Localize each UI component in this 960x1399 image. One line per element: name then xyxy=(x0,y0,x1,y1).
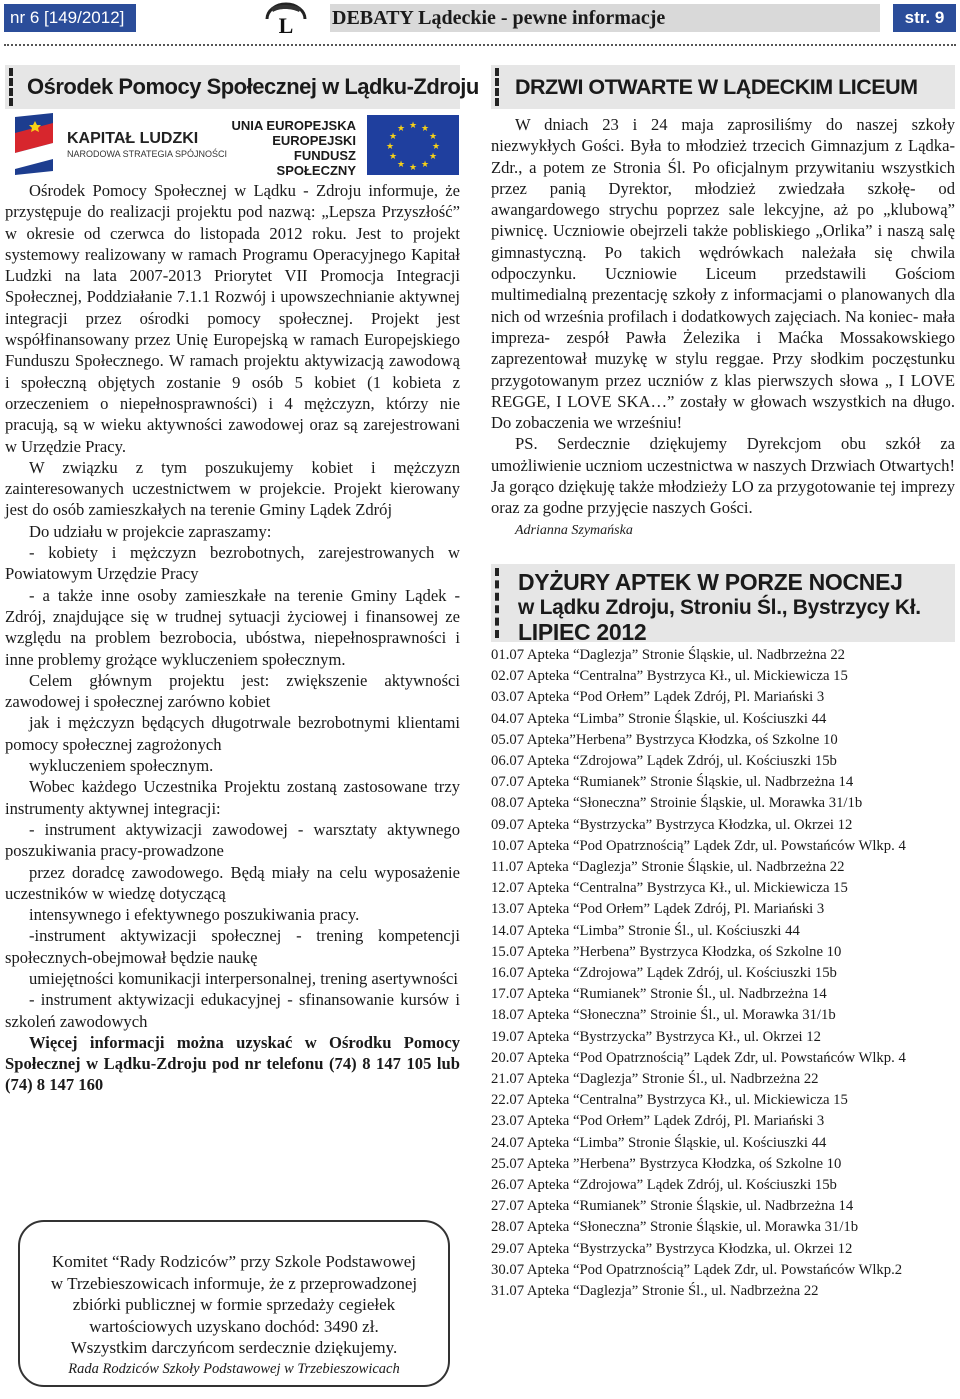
pharmacy-duty-item: 04.07 Apteka “Limba” Stronie Śląskie, ul. Kościuszki 44 xyxy=(491,710,827,727)
article-paragraph: Więcej informacji można uzyskać w Ośrodku Pomocy Społecznej w Lądku-Zdroju pod nr telefonu (74) 8 147 105 lub (74) 8 147 160 xyxy=(5,1032,460,1095)
article-paragraph: - instrument aktywizacji edukacyjnej - sfinansowanie kursów i szkoleń zawodowych xyxy=(5,990,460,1031)
article-paragraph: Wobec każdego Uczestnika Projektu zostaną zastosowane trzy instrumenty aktywnej integracji: xyxy=(5,777,460,818)
pharmacy-duty-item: 06.07 Apteka “Zdrojowa” Lądek Zdrój, ul. Kościuszki 15b xyxy=(491,752,837,769)
ue-label-line-3: FUNDUSZ SPOŁECZNY xyxy=(276,148,356,178)
svg-text:★: ★ xyxy=(420,124,430,134)
page-header xyxy=(0,0,960,38)
pharmacy-duty-item: 05.07 Apteka”Herbena” Bystrzyca Kłodzka, oś Szkolne 10 xyxy=(491,731,838,748)
svg-text:★: ★ xyxy=(408,163,418,173)
svg-text:★: ★ xyxy=(428,152,438,162)
svg-text:★: ★ xyxy=(388,132,398,142)
pharmacy-duty-item: 25.07 Apteka ”Herbena” Bystrzyca Kłodzka, oś Szkolne 10 xyxy=(491,1155,842,1172)
article-paragraph: jak i mężczyzn będących długotrwale bezrobotnymi klientami pomocy społecznej zagrożonych xyxy=(5,713,460,754)
pharmacy-duty-item: 18.07 Apteka “Słoneczna” Stroinie Śl., ul. Morawka 31/1b xyxy=(491,1007,836,1024)
notice-line: Komitet “Rady Rodziców” przy Szkole Podstawowej xyxy=(51,1252,416,1271)
pharmacy-duty-item: 11.07 Apteka “Daglezja” Stronie Śląskie, ul. Nadbrzeżna 22 xyxy=(491,858,845,875)
pharmacy-duty-item: 02.07 Apteka “Centralna” Bystrzyca Kł., ul. Mickiewicza 15 xyxy=(491,668,848,685)
svg-text:★: ★ xyxy=(408,121,418,131)
pharmacy-duty-item: 15.07 Apteka ”Herbena” Bystrzyca Kłodzka, oś Szkolne 10 xyxy=(491,943,842,960)
title-marker xyxy=(495,568,509,638)
notice-signature: Rada Rodziców Szkoły Podstawowej w Trzebieszowicach xyxy=(68,1360,400,1377)
pharmacy-duty-item: 26.07 Apteka “Zdrojowa” Lądek Zdrój, ul. Kościuszki 15b xyxy=(491,1177,837,1194)
svg-text:★: ★ xyxy=(431,142,441,152)
pharmacy-duty-item: 16.07 Apteka “Zdrojowa” Lądek Zdrój, ul. Kościuszki 15b xyxy=(491,964,837,981)
issue-number: nr 6 [149/2012] xyxy=(4,4,136,32)
newspaper-logo-icon xyxy=(263,2,309,36)
article-paragraph: - instrument aktywizacji zawodowej - warsztaty aktywnego poszukiwania pracy-prowadzone xyxy=(5,819,460,861)
pharmacy-duty-item: 13.07 Apteka “Pod Orłem” Lądek Zdrój, Pl. Mariański 3 xyxy=(491,901,825,918)
open-day-article-body xyxy=(491,114,955,541)
ue-label-line-1: UNIA EUROPEJSKA xyxy=(231,118,356,133)
newspaper-title xyxy=(330,4,880,32)
article-paragraph: PS. Serdecznie dziękujemy Dyrekcjom obu szkół za umożliwienie uczniom uczestnictwa w naszych Drzwiach Otwartych! Ja gorąco dziękuję także młodzieży LO za przygotowanie tej imprezy oraz za godne przyjęcie naszych Gości. xyxy=(491,434,955,518)
pharmacy-duty-item: 19.07 Apteka “Bystrzycka” Bystrzyca Kł., ul. Okrzei 12 xyxy=(491,1028,821,1045)
pharmacy-duty-item: 03.07 Apteka “Pod Orłem” Lądek Zdrój, Pl. Mariański 3 xyxy=(491,689,825,706)
kapital-ludzki-sublabel: NARODOWA STRATEGIA SPÓJNOŚCI xyxy=(67,149,228,159)
notice-line: Wszystkim darczyńcom serdecznie dziękujemy. xyxy=(70,1338,398,1357)
open-day-section-title xyxy=(491,65,955,109)
article-paragraph: -instrument aktywizacji społecznej - trening kompetencji społecznych-obejmował będzie naukę xyxy=(5,926,460,967)
parents-council-notice xyxy=(18,1220,450,1387)
pharmacy-duty-item: 01.07 Apteka “Daglezja” Stronie Śląskie, ul. Nadbrzeżna 22 xyxy=(491,646,846,663)
ops-article-body xyxy=(5,180,460,1096)
pharmacy-duty-item: 08.07 Apteka “Słoneczna” Stroinie Śląskie, ul. Morawka 31/1b xyxy=(491,795,863,812)
pharmacy-duty-item: 10.07 Apteka “Pod Opatrznością” Lądek Zdr, ul. Powstańców Wlkp. 4 xyxy=(491,837,906,854)
notice-line: w Trzebieszowicach informuje, że z przeprowadzonej xyxy=(50,1273,418,1293)
kapital-ludzki-logo-icon xyxy=(13,113,57,175)
pharmacy-duty-item: 12.07 Apteka “Centralna” Bystrzyca Kł., ul. Mickiewicza 15 xyxy=(491,880,848,897)
pharmacy-duty-item: 29.07 Apteka “Bystrzycka” Bystrzyca Kłodzka, ul. Okrzei 12 xyxy=(491,1240,853,1257)
article-paragraph: przez doradcę zawodowego. Będą miały na celu wyposażenie uczestników w wiedzę dotyczącą xyxy=(5,862,460,903)
open-day-title-text: DRZWI OTWARTE W LĄDECKIM LICEUM xyxy=(515,75,918,99)
svg-text:★: ★ xyxy=(385,142,395,152)
notice-line: zbiórki publicznej w formie sprzedaży cegiełek xyxy=(72,1295,396,1314)
article-paragraph: Celem głównym projektu jest: zwiększenie aktywności zawodowej i społecznej zarówno kobiet xyxy=(5,670,460,712)
pharmacy-duty-item: 22.07 Apteka “Centralna” Bystrzyca Kł., ul. Mickiewicza 15 xyxy=(491,1092,848,1109)
pharmacy-title-line-2: w Lądku Zdroju, Stroniu Śl., Bystrzycy Kł. xyxy=(518,595,921,619)
pharmacy-duty-item: 31.07 Apteka “Daglezja” Stronie Śl., ul. Nadbrzeżna 22 xyxy=(491,1283,819,1300)
pharmacy-duty-item: 14.07 Apteka “Limba” Stronie Śl., ul. Kościuszki 44 xyxy=(491,922,800,939)
svg-text:★: ★ xyxy=(388,152,398,162)
header-divider xyxy=(4,44,956,46)
pharmacy-duty-item: 30.07 Apteka “Pod Opatrznością” Lądek Zdr, ul. Powstańców Wlkp.2 xyxy=(491,1261,903,1278)
article-paragraph: Do udziału w projekcie zapraszamy: xyxy=(29,521,272,541)
pharmacy-duty-item: 27.07 Apteka “Rumianek” Stronie Śląskie, ul. Nadbrzeżna 14 xyxy=(491,1198,854,1215)
pharmacy-duty-item: 23.07 Apteka “Pod Orłem” Lądek Zdrój, Pl. Mariański 3 xyxy=(491,1113,825,1130)
pharmacy-duty-item: 09.07 Apteka “Bystrzycka” Bystrzyca Kłodzka, ul. Okrzei 12 xyxy=(491,816,853,833)
pharmacy-duty-item: 20.07 Apteka “Pod Opatrznością” Lądek Zdr, ul. Powstańców Wlkp. 4 xyxy=(491,1049,906,1066)
newspaper-title-text: DEBATY Lądeckie - pewne informacje xyxy=(332,7,666,29)
svg-text:L: L xyxy=(278,13,294,36)
article-signature: Adrianna Szymańska xyxy=(515,522,633,538)
logo-strip xyxy=(5,112,460,180)
pharmacy-duty-item: 07.07 Apteka “Rumianek” Stronie Śląskie, ul. Nadbrzeżna 14 xyxy=(491,774,854,791)
title-marker xyxy=(495,68,509,106)
ops-title-text: Ośrodek Pomocy Społecznej w Lądku-Zdroju xyxy=(27,74,479,99)
pharmacy-title-line-3: LIPIEC 2012 xyxy=(518,618,647,645)
article-paragraph: W dniach 23 i 24 maja zaprosiliśmy do naszej szkoły niezwykłych Gości. Była to młodzież trzecich Gimnazjum z Lądka-Zdr., a potem ze Stronia Śl. Po oficjalnym przywitaniu wszystkich przez panią Dyrektor, młodzież zwiedzała szkołę- od awangardowego strychu poprzez sale lekcyjne, aż po „klubową” piwnicę. Uczniowie obejrzeli także pobliskiego „Orlika” i naszą salę gimnastyczną. Po takich wędrówkach należała się chwila odpoczynku. Uczniowie Liceum przedstawili Gościom multimedialną prezentację szkoły z informacjami o planowanych dla nich od września profilach i dodatkowych zajęciach. Na koniec- mała impreza- zespół Pawła Żelezika i Maćka Mossakowskiego zaprezentował muzykę w stylu reggae. Przy słodkim poczęstunku przygotowanym przez uczniów z klas pierwszych słowa „ I LOVE REGGE, I LOVE SKA…” zostały w głowach wszystkich na długo. Do zobaczenia we wrześniu! xyxy=(491,115,955,433)
article-paragraph: intensywnego i efektywnego poszukiwania pracy. xyxy=(29,905,360,925)
ue-label-line-2: EUROPEJSKI xyxy=(272,133,356,148)
ue-label xyxy=(228,118,356,178)
svg-text:★: ★ xyxy=(396,160,406,170)
article-paragraph: umiejętności komunikacji interpersonalnej, trening asertywności xyxy=(29,968,459,988)
pharmacy-section-title xyxy=(491,564,955,645)
svg-text:★: ★ xyxy=(428,132,438,142)
kapital-ludzki-label: KAPITAŁ LUDZKI xyxy=(67,130,199,147)
page-number: str. 9 xyxy=(893,4,956,32)
pharmacy-duty-list xyxy=(491,645,955,1302)
left-column xyxy=(5,65,479,1096)
pharmacy-duty-item: 24.07 Apteka “Limba” Stronie Śląskie, ul. Kościuszki 44 xyxy=(491,1134,827,1151)
pharmacy-title-line-1: DYŻURY APTEK W PORZE NOCNEJ xyxy=(518,568,903,595)
eu-flag-icon xyxy=(367,115,459,175)
right-column xyxy=(491,65,955,1302)
notice-line: wartościowych uzyskano dochód: 3490 zł. xyxy=(89,1316,379,1336)
pharmacy-duty-item: 17.07 Apteka “Rumianek” Stronie Śl., ul. Nadbrzeżna 14 xyxy=(491,986,827,1003)
pharmacy-duty-item: 21.07 Apteka “Daglezja” Stronie Śl., ul. Nadbrzeżna 22 xyxy=(491,1071,819,1087)
article-paragraph: Ośrodek Pomocy Społecznej w Lądku - Zdroju informuje, że przystępuje do realizacji projektu pod nazwą: „Lepsza Przyszłość” w okresie od czerwca do listopada 2012 roku. Jest to projekt systemowy realizowany w ramach Programu Operacyjnego Kapitał Ludzki na lata 2007-2013 Priorytet VII Promocja Integracji Społecznej, Poddziałanie 7.1.1 Rozwój i upowszechnianie aktywnej integracji przez ośrodki pomocy społecznej. Projekt jest współfinansowany przez Unię Europejską w ramach Europejskiego Funduszu Społecznego. W ramach projektu aktywizacją zawodową i społeczną objętych zostanie 9 osób 5 kobiet (1 kobieta z orzeczeniem o niepełnosprawności) i 4 mężczyzn, którzy nie pracują, są w wieku aktywności zawodowej oraz są zarejestrowani w Urzędzie Pracy. xyxy=(5,181,460,456)
article-paragraph: - kobiety i mężczyzn bezrobotnych, zarejestrowanych w Powiatowym Urzędzie Pracy xyxy=(5,543,460,584)
article-paragraph: wykluczeniem społecznym. xyxy=(29,756,214,776)
article-paragraph: - a także inne osoby zamieszkałe na terenie Gminy Lądek - Zdrój, znajdujące się w trudnej sytuacji życiowej i finansowej ze względu na problem bezrobocia, ubóstwa, niepełnosprawności i inne problemy grożące wykluczeniem społecznym. xyxy=(5,585,460,669)
ops-section-title xyxy=(5,65,479,109)
svg-text:★: ★ xyxy=(420,160,430,170)
article-paragraph: W związku z tym poszukujemy kobiet i mężczyzn zainteresowanych uczestnictwem w projekcie. Projekt kierowany jest do osób zamieszkałych na terenie Gminy Lądek Zdrój xyxy=(5,457,460,520)
svg-text:★: ★ xyxy=(396,124,406,134)
title-marker xyxy=(9,68,23,106)
pharmacy-duty-item: 28.07 Apteka “Słoneczna” Stronie Śląskie, ul. Morawka 31/1b xyxy=(491,1219,859,1236)
